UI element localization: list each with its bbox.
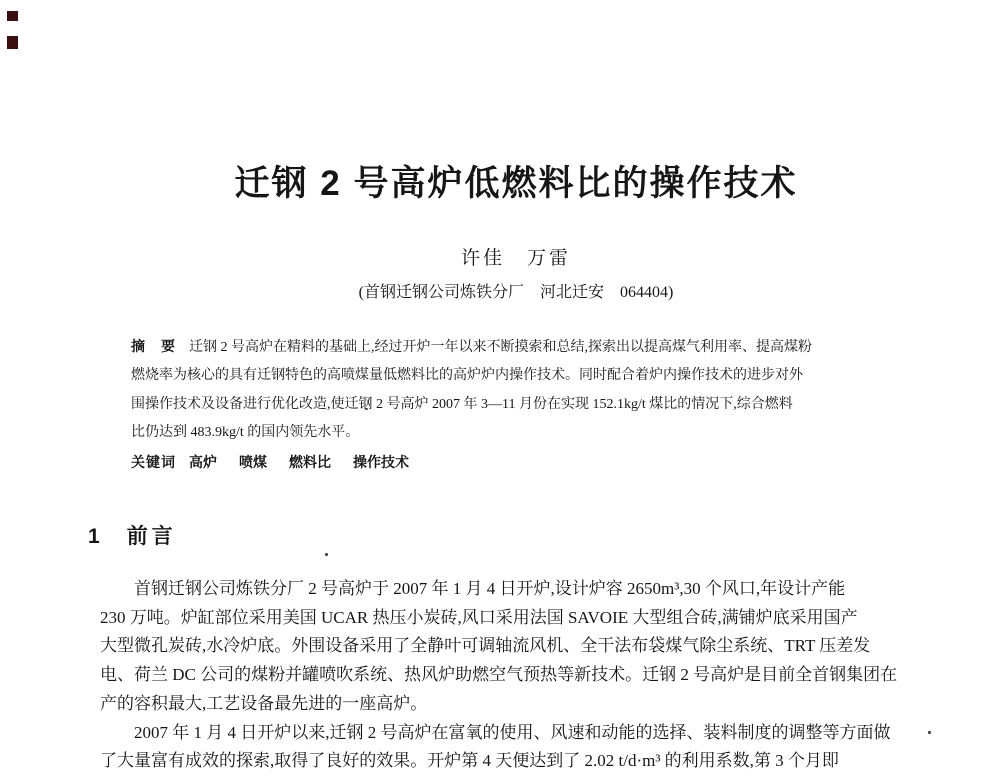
- keywords-line: [131, 448, 921, 476]
- paper-affiliation: (首钢迁钢公司炼铁分厂 河北迁安 064404): [358, 284, 674, 301]
- paragraph-line: 230 万吨。炉缸部位采用美国 UCAR 热压小炭砖,风口采用法国 SAVOIE 大型组合砖,满铺炉底采用国产: [100, 607, 858, 627]
- section-title: 前言: [126, 525, 177, 548]
- paragraph-line: 产的容积最大,工艺设备最先进的一座高炉。: [100, 693, 428, 713]
- scan-artifact-mark: [7, 11, 18, 21]
- abstract-line: [131, 332, 921, 362]
- keyword-item: 喷煤: [239, 453, 267, 470]
- scan-artifact-mark: [7, 36, 18, 49]
- keyword-item: 高炉: [189, 453, 217, 470]
- keyword-item: 燃料比: [289, 453, 331, 470]
- paragraph-line: 电、荷兰 DC 公司的煤粉并罐喷吹系统、热风炉助燃空气预热等新技术。迁钢 2 号高炉是目前全首钢集团在: [100, 665, 898, 685]
- abstract-label: 摘 要: [131, 338, 176, 354]
- abstract-line: 燃烧率为核心的具有迁钢特色的高喷煤量低燃料比的高炉炉内操作技术。同时配合着炉内操作技术的进步对外: [131, 368, 803, 384]
- abstract-line: 比仍达到 483.9kg/t 的国内领先水平。: [131, 425, 360, 441]
- keyword-item: 操作技术: [353, 453, 409, 470]
- abstract-block: [131, 332, 921, 476]
- section-1-body: [100, 575, 960, 776]
- paragraph-line: 首钢迁钢公司炼铁分厂 2 号高炉于 2007 年 1 月 4 日开炉,设计炉容 2650m³,30 个风口,年设计产能: [134, 579, 846, 598]
- paragraph-line: 2007 年 1 月 4 日开炉以来,迁钢 2 号高炉在富氧的使用、风速和动能的选择、装料制度的调整等方面做: [134, 722, 891, 742]
- paragraph-line: 大型微孔炭砖,水冷炉底。外围设备采用了全静叶可调轴流风机、全干法布袋煤气除尘系统、TRT 压差发: [100, 636, 871, 656]
- scan-speck: [325, 553, 328, 556]
- paper-authors: 许佳 万雷: [460, 248, 571, 269]
- paper-title: 迁钢 2 号高炉低燃料比的操作技术: [234, 164, 798, 203]
- abstract-line: 围操作技术及设备进行优化改造,使迁钢 2 号高炉 2007 年 3—11 月份在实现 152.1kg/t 煤比的情况下,综合燃料: [131, 396, 793, 412]
- keywords-label: 关键词: [131, 453, 176, 470]
- paragraph-line: 了大量富有成效的探索,取得了良好的效果。开炉第 4 天便达到了 2.02 t/d·m³ 的利用系数,第 3 个月即: [100, 751, 839, 771]
- section-number: 1: [88, 525, 100, 548]
- section-1-heading: [88, 520, 177, 550]
- abstract-text: 迁钢 2 号高炉在精料的基础上,经过开炉一年以来不断摸索和总结,探索出以提高煤气利用率、提高煤粉: [189, 340, 812, 355]
